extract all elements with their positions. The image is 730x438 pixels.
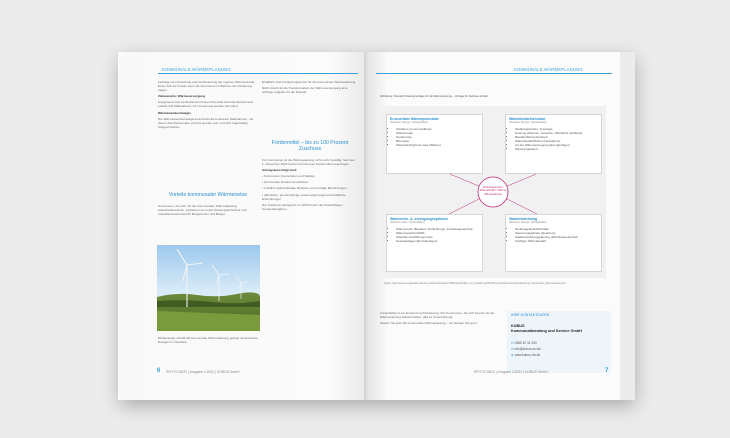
paragraph: Kommunen, die sich mit der kommunalen Wärmeplanung auseinandersetzen, profitieren von mehr Planungssicherheit und Investitionssicherheit für Bürgerinnen und Bürger. — [158, 204, 247, 217]
web-text: www.kubus-mv.de — [514, 353, 541, 357]
left-column-1b — [158, 204, 258, 218]
box-item: • Biomasse — [396, 139, 482, 143]
box-subtitle: (Standort, Menge, Verfügbarkeit) — [509, 121, 547, 124]
paragraph: Erhältlich sind Förderprogramme für die kommunale Wärmeplanung. — [262, 80, 357, 84]
list-item: • öffentliche, gemeinnützige sowie religionsgemeinschaftliche Einrichtungen — [262, 192, 346, 201]
box-title: Wärmebedarfsstruktur — [509, 117, 546, 121]
box-item: • Neubaugebiete/Wohnbau — [515, 227, 601, 231]
box-item: • Künftiger Wärmebedarf — [515, 239, 601, 243]
contact-company — [511, 324, 582, 334]
left-footer: SPOTS 08/22 | Ausgabe 4.2022 | KOBUS GmbH — [166, 370, 240, 374]
paragraph: Starten Sie jetzt die kommunale Wärmeplanung – wir beraten Sie gern. — [380, 321, 478, 326]
wind-turbine-photo — [157, 245, 260, 331]
subheading: Zielszenario: Wärmeversorgung — [158, 94, 206, 99]
box-heat-demand-structure — [505, 114, 602, 174]
left-column-1 — [158, 80, 258, 131]
right-footer: SPOTS 08/22 | Ausgabe 4.2022 | KOBUS GmbH — [474, 370, 548, 374]
box-item: • Geothermie — [396, 135, 482, 139]
box-item: • Wasserkraft/grünes Gas (Wärme) — [396, 143, 482, 147]
box-item: • Wärmespeicher/KWK — [396, 231, 482, 235]
box-subtitle: (Standort, Menge, Verfügbarkeit) — [509, 221, 547, 224]
box-urban-development — [505, 214, 602, 272]
box-subtitle: (Standort, Netz, Systemdaten) — [390, 221, 425, 224]
contact-caption: IHRE KONTAKTDATEN — [511, 313, 550, 317]
box-item: • Wärmenetze (Bestand, Verdichtungs- & Ausbaupotenzial) — [396, 227, 482, 231]
box-item: • Siedlungsstruktur, Typologie — [515, 127, 601, 131]
left-column-2b — [262, 158, 358, 213]
box-renewable-potentials — [386, 114, 483, 174]
phone-text: 0385 30 31-250 — [514, 341, 537, 345]
box-network-options — [386, 214, 483, 272]
box-item: • Abwärme (unvermeidbare) — [396, 127, 482, 131]
paragraph: berträge zur Umsetzung und Verbesserung der eigenen Wärmewende. Einen Teil der Kosten kann die Kommune im Rahmen der Förderung tragen. — [158, 80, 256, 93]
photo-caption — [158, 336, 258, 346]
box-item: • Stadtentwicklungsplanung (Wohnbaupotenzial) — [515, 235, 601, 239]
box-item: • Solarthermie/Wärmepumpe — [396, 235, 482, 239]
right-running-head: KOMMUNALE WÄRMEPLANUNG — [514, 67, 583, 72]
globe-icon: ⊕ — [511, 353, 514, 357]
email-text: info@kubus-mv.de — [514, 347, 541, 351]
paragraph: Der Zuschuss beträgt bis zu 100 Prozent der förderfähigen Gesamtausgaben. — [262, 202, 343, 211]
right-text-column — [380, 311, 500, 327]
phone-icon: ✆ — [511, 341, 514, 345]
right-page-number: 7 — [605, 368, 609, 374]
paragraph: Die Wärmewendestrategie beschreibt die konkreten Maßnahmen, mit denen das Zielszenario erreicht werden soll, und wird regelmäßig fortgeschrieben. — [158, 116, 254, 129]
left-head-rule — [158, 73, 358, 74]
right-head-rule — [376, 73, 612, 74]
box-item: • Sanierungsstand — [515, 147, 601, 151]
company-subtitle: Kommunalberatung und Service GmbH — [511, 328, 582, 333]
paragraph: Nicht zuletzt ist die Transformation der Wärmeversorgung eine wichtige Aufgabe für die Zukunft. — [262, 86, 348, 95]
mail-icon: ✉ — [511, 347, 514, 351]
box-item: • Sanierungsgebiete (Quartiere) — [515, 231, 601, 235]
left-page-number: 6 — [157, 368, 161, 374]
diagram-source: Quelle: https://www.energieatlas.sachsen-anhalt.de/fileadmin/ Bibliothek/Politik_und_Verwaltung/MWU/Energie/Dokumente/Handreichung_Kommunale_Wärmeplanung.pdf — [384, 282, 566, 285]
list-item: • kommunale Zusammenschlüsse — [262, 180, 309, 185]
box-item: • Nutzung (Wohnen, Gewerbe, öffentliche Gebäude) — [515, 131, 601, 135]
list-item: • rechtlich selbstständige Betriebe und sonstige Einrichtungen — [262, 186, 347, 191]
subheading: Antragsberechtigt sind: — [262, 168, 297, 173]
contact-email — [511, 347, 541, 351]
funding-headline: Fördermittel – bis zu 100 Prozent Zuschuss — [271, 140, 349, 152]
list-item: • Kommunen (Gemeinden und Städte) — [262, 174, 315, 179]
data-overview-diagram — [380, 106, 606, 296]
box-item: • Kesselanlagen (Einzelanlagen) — [396, 239, 482, 243]
company-name: KUBUS — [511, 324, 525, 328]
box-item: • Wärmebedarf/Dichte (Heizwärme) — [515, 139, 601, 143]
figure-title: Abbildung: Übersicht Datengrundlage für die Wärmeplanung – Vorlage für Sachsen-Anhalt — [380, 95, 488, 98]
caption: Windenergie schafft die kommunale Wärmeplanung gelingt. Erneuerbare Energie im Überblick. — [158, 336, 258, 345]
box-title: Erneuerbare Wärmepotenziale — [390, 117, 439, 121]
box-item: • Art der Wärmeerzeugung (Energieträger) — [515, 143, 601, 147]
subheading: Wärmewendestrategie — [158, 110, 191, 115]
diagram-center-label: Verteilungsnetze / Wärmebedarf / Wärme Wärmeplanung — [479, 186, 507, 196]
box-item: • Solarenergie — [396, 131, 482, 135]
paragraph: Förderfähig ist ein Anspruch auf Förderung. Für Kommunen, die sich bereits mit der Wärmeplanung befasst haben, gibt es Unterstützung. — [380, 311, 495, 320]
contact-web — [511, 353, 540, 357]
left-column-2 — [262, 80, 358, 96]
box-subtitle: (Standort, Menge, Verfügbarkeit) — [390, 121, 428, 124]
contact-box — [507, 311, 611, 373]
box-title: Wärmenetz- & -erzeugungsoptionen — [390, 217, 449, 221]
box-item: • Baualter/Dämmstandard — [515, 135, 601, 139]
box-title: Stadtentwicklung — [509, 217, 538, 221]
paragraph: Für Kommunen ist die Wärmeplanung nicht mehr freiwillig. Seit dem 1. November 2022 können Kommunen Fördermittel beantragen. — [262, 158, 356, 167]
contact-phone — [511, 341, 537, 345]
left-running-head: KOMMUNALE WÄRMEPLANUNG — [162, 67, 231, 72]
paragraph: Ausgehend vom Ist-Zustand und dem Potenzial wird das Zielszenario erstellt und Maßnahmen zur Umsetzung werden formuliert. — [158, 100, 254, 109]
left-headline: Vorteile kommunaler Wärmenetze — [168, 192, 248, 198]
